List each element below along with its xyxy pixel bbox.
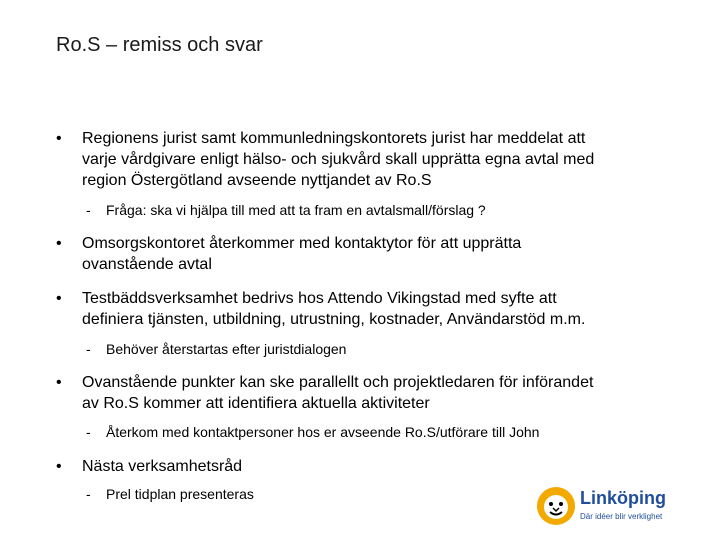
- bullet-marker: •: [56, 235, 62, 252]
- lion-icon: [536, 484, 576, 528]
- bullet-text-4: Ovanstående punkter kan ske parallellt och projektledaren för införandet av Ro.S kommer att identifiera aktuella aktiviteter: [82, 374, 594, 412]
- sub-bullet-text-3: Behöver återstartas efter juristdialogen: [106, 341, 347, 357]
- bullet-text-1: Regionens jurist samt kommunledningskontorets jurist har meddelat att varje vårdgivare enligt hälso- och sjukvård skall upprätta egna avtal med region Östergötland avseende nyttjandet av Ro.S: [82, 130, 595, 189]
- page-title: Ro.S – remiss och svar: [56, 34, 263, 56]
- bullet-marker: •: [56, 458, 62, 475]
- sub-bullet-marker: -: [86, 202, 91, 218]
- sub-bullet-marker: -: [86, 341, 91, 357]
- bullet-marker: •: [56, 290, 62, 307]
- sub-bullet-marker: -: [86, 486, 91, 502]
- linkoping-logo: [536, 484, 706, 530]
- bullet-marker: •: [56, 374, 62, 391]
- bullet-text-5: Nästa verksamhetsråd: [82, 458, 243, 475]
- bullet-text-2: Omsorgskontoret återkommer med kontaktytor för att upprätta ovanstående avtal: [82, 235, 522, 273]
- logo-name: Linköping: [580, 488, 666, 508]
- bullet-marker: •: [56, 130, 62, 147]
- bullet-text-3: Testbäddsverksamhet bedrivs hos Attendo Vikingstad med syfte att definiera tjänsten, utbildning, utrustning, kostnader, Användarstöd m.m.: [82, 290, 586, 328]
- sub-bullet-text-1: Fråga: ska vi hjälpa till med att ta fram en avtalsmall/förslag ?: [106, 202, 486, 218]
- sub-bullet-text-5: Prel tidplan presenteras: [106, 486, 254, 502]
- sub-bullet-text-4: Återkom med kontaktpersoner hos er avseende Ro.S/utförare till John: [106, 424, 540, 440]
- sub-bullet-marker: -: [86, 424, 91, 440]
- logo-slogan: Där idéer blir verklighet: [580, 512, 663, 521]
